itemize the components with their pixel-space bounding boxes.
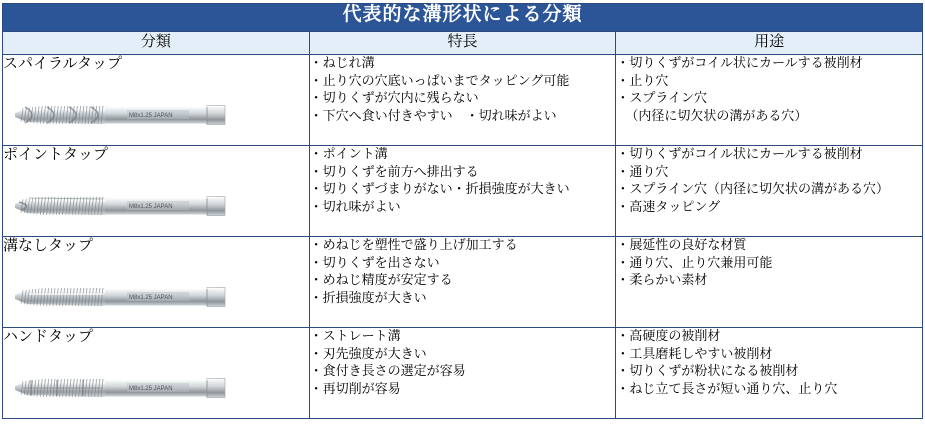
list-item: ・ 柔らかい素材 <box>616 272 922 290</box>
bullet-list <box>616 146 922 216</box>
bullet-list <box>616 328 922 398</box>
list-item: ・ 高硬度の被削材 <box>616 328 922 346</box>
column-header-use: 用途 <box>616 32 923 55</box>
list-item: ・ 切りくずを前方へ排出する <box>310 164 616 182</box>
list-item: ・ 切れ味がよい <box>310 199 616 217</box>
bullet-list <box>310 237 616 307</box>
list-item: ・ ねじれ溝 <box>310 55 616 73</box>
list-item: ・ スプライン穴 <box>616 90 922 108</box>
list-item: ・ めねじを塑性で盛り上げ加工する <box>310 237 616 255</box>
hand-tap-photo <box>9 358 233 412</box>
bullet-list <box>616 55 922 125</box>
tap-kind-cell <box>3 328 310 419</box>
spiral-tap-photo <box>9 85 233 139</box>
table-header-row <box>3 32 923 55</box>
list-item: ・ 切りくずづまりがない・折損強度が大きい <box>310 181 616 199</box>
spiral-tap-photo <box>9 85 233 139</box>
list-item: ・ 止り穴の穴底いっぱいまでタッピング可能 <box>310 73 616 91</box>
list-item: ・ めねじ精度が安定する <box>310 272 616 290</box>
tap-use-cell <box>616 146 923 237</box>
list-item: ・ 切りくずが穴内に残らない <box>310 90 616 108</box>
bullet-list <box>310 146 616 216</box>
table-row <box>3 237 923 328</box>
table-row <box>3 55 923 146</box>
list-item: ・ 止り穴 <box>616 73 922 91</box>
tap-kind-cell <box>3 237 310 328</box>
point-tap-photo <box>9 176 233 230</box>
svg-text:M8x1.25 JAPAN: M8x1.25 JAPAN <box>129 295 173 301</box>
list-item: ・ 再切削が容易 <box>310 381 616 399</box>
bullet-list <box>616 237 922 290</box>
table-title-row <box>3 4 923 32</box>
bullet-list <box>310 55 616 125</box>
list-item: ・ スプライン穴（内径に切欠状の溝がある穴） <box>616 181 922 199</box>
tap-classification-table <box>2 3 923 419</box>
list-item: ・ 切りくずが粉状になる被削材 <box>616 363 922 381</box>
tap-feature-cell <box>309 55 616 146</box>
list-item: ・ 刃先強度が大きい <box>310 346 616 364</box>
tap-kind-label: ポイントタップ <box>3 146 109 163</box>
tap-kind-label: 溝なしタップ <box>3 237 94 254</box>
list-item: ・ 通り穴、止り穴兼用可能 <box>616 255 922 273</box>
list-item: ・ 食付き長さの選定が容易 <box>310 363 616 381</box>
bullet-list <box>310 328 616 398</box>
list-item: ・ 展延性の良好な材質 <box>616 237 922 255</box>
tap-kind-label: ハンドタップ <box>3 328 94 345</box>
column-header-kind: 分類 <box>3 32 310 55</box>
svg-text:M8x1.25 JAPAN: M8x1.25 JAPAN <box>129 113 173 119</box>
list-item: ・ 切りくずがコイル状にカールする被削材 <box>616 146 922 164</box>
table-row <box>3 146 923 237</box>
list-item: ・ ポイント溝 <box>310 146 616 164</box>
svg-text:M8x1.25 JAPAN: M8x1.25 JAPAN <box>129 204 173 210</box>
tap-feature-cell <box>309 328 616 419</box>
tap-feature-cell <box>309 146 616 237</box>
list-item: ・ ねじ立て長さが短い通り穴、止り穴 <box>616 381 922 399</box>
list-item: ・ 切りくずを出さない <box>310 255 616 273</box>
list-item: ・ 通り穴 <box>616 164 922 182</box>
fluteless-tap-photo <box>9 267 233 321</box>
point-tap-photo <box>9 176 233 230</box>
tap-use-cell <box>616 237 923 328</box>
fluteless-tap-photo <box>9 267 233 321</box>
list-item: ・ 工具磨耗しやすい被削材 <box>616 346 922 364</box>
list-item: ・ 切りくずがコイル状にカールする被削材 <box>616 55 922 73</box>
tap-kind-label: スパイラルタップ <box>3 55 122 72</box>
table-body <box>3 55 923 419</box>
list-item: ・ 折損強度が大きい <box>310 290 616 308</box>
list-item: ・ 下穴へ食い付きやすい ・切れ味がよい <box>310 108 616 126</box>
table-row <box>3 328 923 419</box>
column-header-feature: 特長 <box>309 32 616 55</box>
list-item: ・ ストレート溝 <box>310 328 616 346</box>
tap-use-cell <box>616 55 923 146</box>
tap-kind-cell <box>3 146 310 237</box>
tap-kind-cell <box>3 55 310 146</box>
list-item: （内径に切欠状の溝がある穴） <box>625 107 808 123</box>
hand-tap-photo <box>9 358 233 412</box>
page-title: 代表的な溝形状による分類 <box>3 4 923 32</box>
tap-feature-cell <box>309 237 616 328</box>
svg-text:M8x1.25 JAPAN: M8x1.25 JAPAN <box>129 386 173 392</box>
list-item: ・ 高速タッピング <box>616 199 922 217</box>
tap-use-cell <box>616 328 923 419</box>
